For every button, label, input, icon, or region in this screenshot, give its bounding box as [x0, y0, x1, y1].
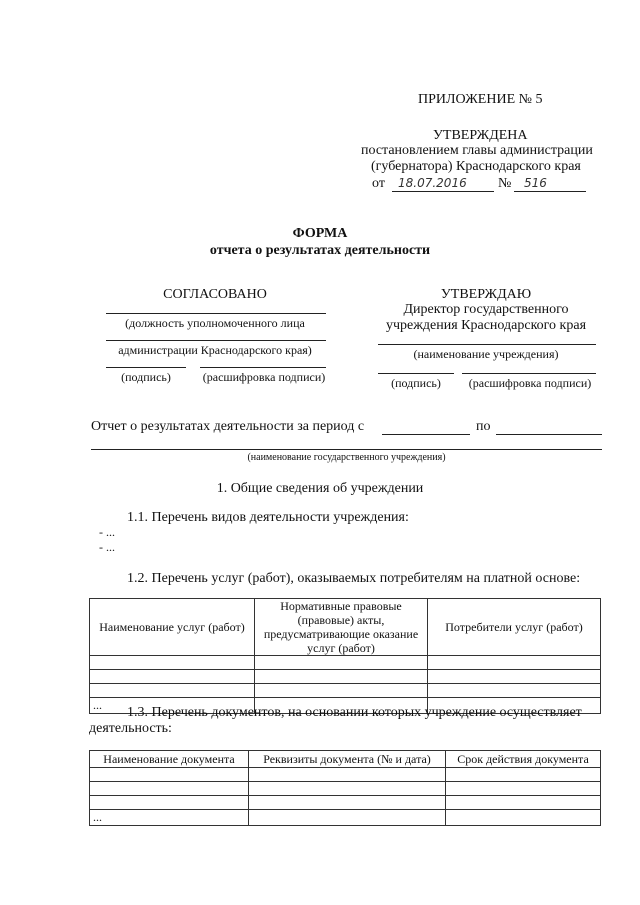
section13-heading-line2: деятельность: [89, 721, 172, 736]
documents-header-name: Наименование документа [90, 751, 249, 768]
report-to-line [496, 434, 602, 435]
report-to-label: по [476, 419, 491, 434]
agreed-position-caption1: (должность уполномоченного лица [125, 316, 305, 330]
approve-line2: учреждения Краснодарского края [385, 318, 587, 333]
approve-decode-line [462, 373, 596, 374]
report-prefix: Отчет о результатах деятельности за период с [91, 419, 365, 434]
approve-institution-caption: (наименование учреждения) [413, 347, 559, 361]
section1-title: 1. Общие сведения об учреждении [216, 481, 424, 496]
approved-by-line1: постановлением главы администрации [361, 143, 593, 158]
table-row [90, 782, 601, 796]
table-row [90, 656, 601, 670]
number-underline [514, 191, 586, 192]
approve-signature-line [378, 373, 454, 374]
section11-heading: 1.1. Перечень видов деятельности учреждения: [127, 510, 409, 525]
agreed-position-caption2: администрации Краснодарского края) [118, 343, 312, 357]
approved-label: УТВЕРЖДЕНА [433, 128, 528, 143]
report-from-line [382, 434, 470, 435]
documents-table [89, 750, 601, 826]
table-row [90, 810, 601, 826]
section13-heading-line1: 1.3. Перечень документов, на основании которых учреждение осуществляет [127, 705, 582, 720]
section12-heading: 1.2. Перечень услуг (работ), оказываемых потребителям на платной основе: [127, 571, 581, 586]
agreed-decode-caption: (расшифровка подписи) [202, 370, 326, 384]
date-underline [392, 191, 494, 192]
documents-header-term: Срок действия документа [446, 751, 601, 768]
agreed-position-line [106, 313, 326, 314]
approve-signature-caption: (подпись) [391, 376, 441, 390]
table-row [90, 684, 601, 698]
table-row [90, 768, 601, 782]
agreed-signature-caption: (подпись) [121, 370, 171, 384]
services-ellipsis: ... [90, 698, 255, 714]
date-prefix: от [372, 176, 385, 191]
activity-item-1: - ... [99, 525, 115, 539]
agreed-decode-line [200, 367, 326, 368]
approve-decode-caption: (расшифровка подписи) [468, 376, 592, 390]
services-header-name: Наименование услуг (работ) [90, 599, 255, 656]
services-header-consumers: Потребители услуг (работ) [428, 599, 601, 656]
documents-header-details: Реквизиты документа (№ и дата) [249, 751, 446, 768]
approved-by-line2: (губернатора) Краснодарского края [371, 159, 581, 174]
form-title: ФОРМА [292, 226, 348, 241]
agreed-signature-line [106, 367, 186, 368]
agreed-position-line2 [106, 340, 326, 341]
form-subtitle: отчета о результатах деятельности [209, 243, 431, 258]
appendix-label: ПРИЛОЖЕНИЕ № 5 [418, 92, 543, 107]
approve-institution-line [378, 344, 596, 345]
activity-item-2: - ... [99, 540, 115, 554]
table-row [90, 670, 601, 684]
institution-name-caption: (наименование государственного учреждения) [247, 452, 446, 463]
institution-name-line [91, 449, 602, 450]
handwritten-date: 18.07.2016 [398, 176, 467, 190]
table-row [90, 796, 601, 810]
approve-title: УТВЕРЖДАЮ [440, 287, 532, 302]
agreed-title: СОГЛАСОВАНО [163, 287, 267, 302]
services-header-acts: Нормативные правовые (правовые) акты, предусматривающие оказание услуг (работ) [255, 599, 428, 656]
services-table [89, 598, 601, 714]
documents-ellipsis: ... [90, 810, 249, 826]
handwritten-number: 516 [524, 176, 547, 190]
approve-line1: Директор государственного [403, 302, 569, 317]
number-prefix: № [498, 176, 512, 191]
